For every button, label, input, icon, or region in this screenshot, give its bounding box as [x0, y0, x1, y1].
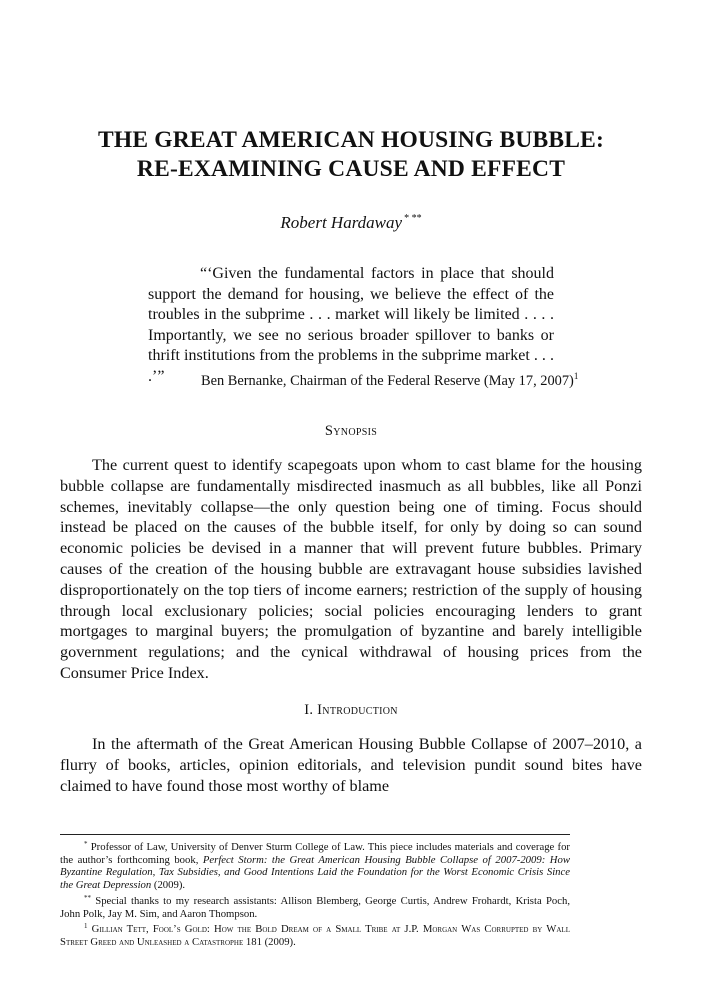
- synopsis-heading: Synopsis: [324, 423, 378, 439]
- introduction-heading: I. Introduction: [304, 702, 398, 718]
- footnote-3-mark: 1: [84, 922, 88, 931]
- footnote-1-book-title: Perfect Storm: the Great American Housing Bubble Collapse of 2007-2009: How Byzantine Regulation, Tax Subsidies, and Good Intentions Laid the Foundation for the Worst Economic Crisis Since the Great Depression: [60, 853, 570, 892]
- introduction-body: [60, 734, 642, 796]
- title-line-1: THE GREAT AMERICAN HOUSING BUBBLE:: [97, 127, 605, 153]
- footnote-3: [60, 920, 570, 948]
- footnote-2: [60, 892, 570, 920]
- article-title: [60, 126, 642, 184]
- synopsis-paragraph: The current quest to identify scapegoats upon whom to cast blame for the housing bubble collapse are fundamentally misdirected inasmuch as all bubbles, like all Ponzi schemes, inevitably collapse—the only question being one of timing. Focus should instead be placed on the causes of the bubble itself, for only by doing so can sound economic policies be devised in a manner that will prevent future bubbles. Primary causes of the creation of the housing bubble are extravagant house subsidies lavished disproportionately on the top tiers of income earners; restriction of the supply of housing through local exclusionary policies; social policies encouraging lenders to grant mortgages to marginal buyers; the promulgation of byzantine and barely intelligible government regulations; and the cynical withdrawal of housing prices from the Consumer Price Index.: [60, 456, 642, 682]
- author-footnote-marks: * **: [404, 213, 422, 224]
- attribution-text: Ben Bernanke, Chairman of the Federal Reserve (May 17, 2007): [201, 373, 574, 389]
- synopsis-body: [60, 455, 642, 684]
- attribution-footnote-ref: 1: [573, 371, 579, 381]
- footnote-2-text: Special thanks to my research assistants: Allison Blemberg, George Curtis, Andrew Frohardt, Krista Poch, John Polk, Jay M. Sim, and Aaron Thompson.: [60, 894, 570, 920]
- footnote-2-mark: **: [84, 893, 91, 902]
- author-name: Robert Hardaway: [280, 213, 403, 232]
- introduction-paragraph: In the aftermath of the Great American Housing Bubble Collapse of 2007–2010, a flurry of books, articles, opinion editorials, and television pundit sound bites have claimed to have found those most worthy of blame: [60, 735, 642, 795]
- author-byline: [60, 213, 642, 233]
- footnote-1-text-b: (2009).: [151, 879, 186, 892]
- footnote-1-mark: *: [84, 840, 88, 848]
- footnote-3-author: Gillian Tett: [91, 923, 147, 936]
- epigraph-text: “‘Given the fundamental factors in place that should support the demand for housing, we believe the effect of the troubles in the subprime . . . market will likely be limited . . . . Importantly, we see no serious broader spillover to banks or thrift institutions from the problems in the subprime market . . . .’”: [148, 265, 554, 385]
- footnote-3-text: , Fool’s Gold: How the Bold Dream of a Small Tribe at J.P. Morgan Was Corrupted by Wall Street Greed and Unleashed a Catastrophe 181 (2009).: [60, 923, 570, 948]
- epigraph-attribution: [201, 371, 641, 390]
- footnotes: [60, 838, 570, 949]
- title-line-2: RE-EXAMINING CAUSE AND EFFECT: [136, 156, 566, 182]
- footnote-1-text-a: Professor of Law, University of Denver Sturm College of Law. This piece includes materials and coverage for the author’s forthcoming book,: [60, 841, 570, 866]
- epigraph-quote: [148, 264, 554, 388]
- footnote-1: [60, 838, 570, 892]
- footnote-divider: [60, 834, 570, 835]
